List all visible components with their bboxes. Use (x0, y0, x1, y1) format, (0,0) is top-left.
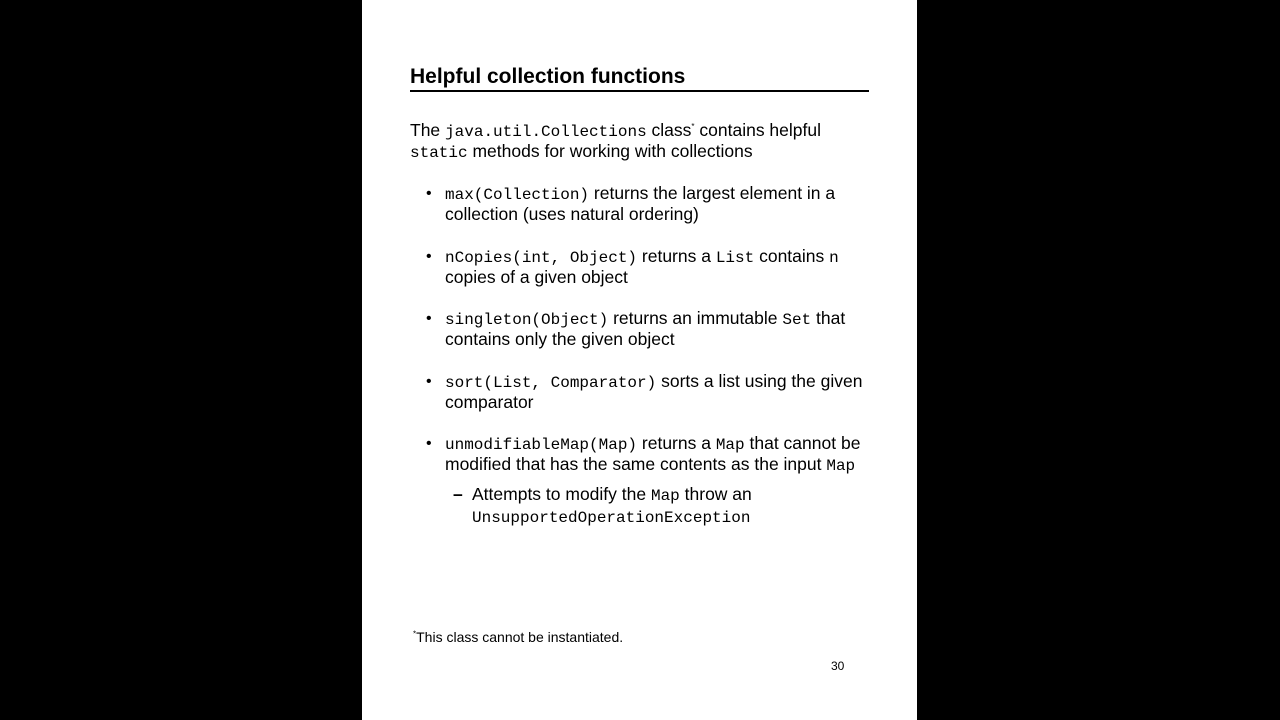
method-code: sort(List, Comparator) (445, 374, 657, 392)
exception-code: UnsupportedOperationException (472, 509, 751, 527)
footnote (413, 629, 623, 645)
method-description: returns a (637, 433, 716, 453)
type-code: Map (715, 436, 745, 454)
method-description: returns the largest element in a collection (uses natural ordering) (445, 183, 836, 224)
footnote-marker: * (413, 629, 417, 639)
sub-list-item (453, 484, 873, 528)
intro-text-3: contains helpful (694, 120, 822, 140)
param-code: n (829, 249, 839, 267)
intro-code-collections: java.util.Collections (445, 123, 647, 141)
bullet-icon: • (426, 248, 432, 265)
list-item-text (445, 184, 871, 224)
bullet-icon: • (426, 435, 432, 452)
footnote-marker: * (691, 122, 695, 132)
page-title: Helpful collection functions (410, 64, 869, 92)
bullet-icon: • (426, 310, 432, 327)
method-description: contains (754, 246, 830, 266)
method-code: max(Collection) (445, 186, 590, 204)
method-code: nCopies(int, Object) (445, 249, 638, 267)
method-description: sorts a list using the given comparator (445, 371, 863, 412)
list-item-text (445, 434, 871, 476)
list-item-singleton (426, 309, 871, 349)
slide-page (362, 0, 917, 720)
intro-text-1: The (410, 120, 446, 140)
intro-text-2: class (646, 120, 692, 140)
method-code: unmodifiableMap(Map) (445, 436, 638, 454)
list-item-ncopies (426, 247, 871, 287)
footnote-text: This class cannot be instantiated. (416, 629, 624, 645)
sub-list-item-text (472, 484, 873, 528)
type-code: Map (826, 457, 856, 475)
type-code: Set (782, 311, 812, 329)
list-item-unmodifiable-map (426, 434, 871, 476)
list-item-max (426, 184, 871, 224)
list-item-text (445, 309, 871, 349)
sub-text-2: throw an (679, 484, 752, 504)
method-description: that cannot be modified that has the same contents as the input (445, 433, 861, 474)
page-number: 30 (831, 659, 845, 673)
intro-text-4: methods for working with collections (467, 141, 753, 161)
sub-text-1: Attempts to modify the (472, 484, 651, 504)
method-code: singleton(Object) (445, 311, 609, 329)
dash-icon: – (453, 484, 463, 504)
method-description: returns an immutable (608, 308, 783, 328)
type-code: List (715, 249, 755, 267)
method-description: that contains only the given object (445, 308, 846, 349)
bullet-icon: • (426, 373, 432, 390)
type-code: Map (650, 487, 680, 505)
method-description: copies of a given object (445, 267, 628, 287)
method-description: returns a (637, 246, 716, 266)
intro-code-static: static (410, 144, 468, 162)
bullet-icon: • (426, 185, 432, 202)
list-item-sort (426, 372, 871, 412)
list-item-text (445, 247, 871, 287)
intro-paragraph (410, 121, 850, 163)
list-item-text (445, 372, 871, 412)
